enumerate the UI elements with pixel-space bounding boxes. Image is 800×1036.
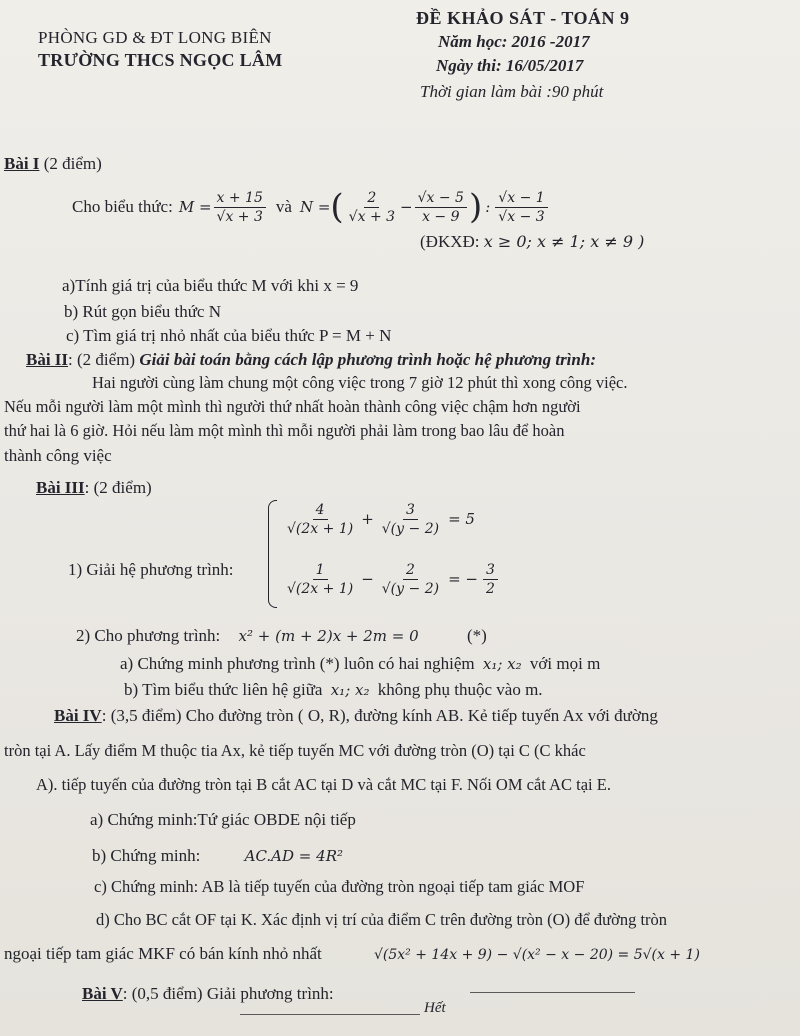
bai2-line-1: Hai người cùng làm chung một công việc trong 7 giờ 12 phút thì xong công việc. (92, 373, 628, 392)
bai5-line: Bài V: (0,5 điểm) Giải phương trình: (82, 984, 334, 1003)
exam-title: ĐỀ KHẢO SÁT - TOÁN 9 (416, 8, 630, 28)
system-equation-2: $\frac{1}{√(2x + 1)}$ − $\frac{2}{√(y - 2)}$ = − $\frac{3}{2}$ (282, 556, 500, 602)
m-fraction: $\frac{x + 15}{√x + 3}$ (214, 189, 266, 226)
bai2-heading-row (26, 350, 596, 370)
bai3-points: : (2 điểm) (84, 478, 152, 497)
system-equation-1: $\frac{4}{√(2x + 1)}$ + $\frac{3}{√(y - 2)}$ = 5 (287, 501, 475, 537)
n-fraction-3: $\frac{√x - 1}{√x - 3}$ (495, 189, 547, 226)
m-label: M = (178, 198, 212, 216)
domain-condition: (ĐKXĐ: x ≥ 0; x ≠ 1; x ≠ 9 ) (420, 232, 645, 251)
bai4-part-d-line-2: ngoại tiếp tam giác MKF có bán kính nhỏ nhất (4, 944, 322, 963)
bai4-part-b: b) Chứng minh: AC.AD = 4R² (92, 846, 343, 865)
n-label: N = (299, 198, 331, 216)
bai5-heading: Bài V (82, 984, 123, 1003)
bai4-line-1: Bài IV: (3,5 điểm) Cho đường tròn ( O, R), đường kính AB. Kẻ tiếp tuyến Ax với đường (54, 706, 658, 725)
department-name: PHÒNG GD & ĐT LONG BIÊN (38, 28, 272, 47)
exam-duration: Thời gian làm bài :90 phút (420, 82, 604, 101)
bai4-part-c: c) Chứng minh: AB là tiếp tuyến của đường tròn ngoại tiếp tam giác MOF (94, 877, 585, 896)
bai2-heading: Bài II (26, 350, 69, 369)
bai1-heading-row (4, 154, 102, 174)
bai4-heading: Bài IV (54, 706, 102, 725)
quadratic-equation: x² + (m + 2)x + 2m = 0 (238, 627, 419, 645)
end-marker: Hết (424, 1000, 446, 1016)
bai3-part-b: b) Tìm biểu thức liên hệ giữa x₁; x₂ không phụ thuộc vào m. (124, 680, 543, 699)
bai1-part-b: b) Rút gọn biểu thức N (64, 302, 222, 321)
bai1-part-c: c) Tìm giá trị nhỏ nhất của biểu thức P = M + N (66, 326, 392, 345)
bai2-instruction: Giải bài toán bằng cách lập phương trình hoặc hệ phương trình: (139, 350, 596, 369)
bai2-line-4: thành công việc (4, 446, 112, 465)
bai2-line-2: Nếu mỗi người làm một mình thì người thứ nhất hoàn thành công việc chậm hơn người (4, 397, 581, 416)
bai3-question-1: 1) Giải hệ phương trình: (68, 560, 234, 579)
bai2-line-3: thứ hai là 6 giờ. Hỏi nếu làm một mình thì mỗi người phải làm trong bao lâu để hoàn (4, 421, 565, 440)
bai1-heading: Bài I (4, 154, 40, 173)
bai3-heading: Bài III (36, 478, 85, 497)
bai4-line-2: tròn tại A. Lấy điểm M thuộc tia Ax, kẻ tiếp tuyến MC với đường tròn (O) tại C (C khác (4, 741, 586, 760)
bai2-points: : (2 điểm) (68, 350, 136, 369)
equation-star: (*) (466, 626, 487, 645)
system-brace (268, 500, 277, 608)
end-separator-left (240, 1014, 420, 1015)
school-name: TRƯỜNG THCS NGỌC LÂM (38, 50, 283, 70)
bai5-equation: √(5x² + 14x + 9) − √(x² − x − 20) = 5√(x + 1) (374, 947, 700, 963)
bai4-part-d-line-1: d) Cho BC cắt OF tại K. Xác định vị trí của điểm C trên đường tròn (O) để đường tròn (96, 910, 668, 929)
exam-date: Ngày thi: 16/05/2017 (436, 56, 584, 75)
bai1-intro: Cho biểu thức: (72, 197, 173, 216)
n-fraction-2: $\frac{√x - 5}{x - 9}$ (415, 189, 467, 226)
bai4-line-3: A). tiếp tuyến của đường tròn tại B cắt AC tại D và cắt MC tại F. Nối OM cắt AC tại E. (36, 775, 611, 794)
n-fraction-1: $\frac{2}{√x + 3}$ (348, 189, 396, 225)
bai1-points: (2 điểm) (39, 154, 102, 173)
bai4-part-a: a) Chứng minh:Tứ giác OBDE nội tiếp (90, 810, 356, 829)
bai1-expressions: Cho biểu thức: M = $\frac{x + 15}{√x + 3}$ và N = ( $\frac{2}{√x + 3}$ − $\frac{√x - 5}{x - 9}$ ) : $\frac{√x - 1}{√x - 3}$ (72, 184, 550, 230)
bai3-part-a: a) Chứng minh phương trình (*) luôn có hai nghiệm x₁; x₂ với mọi m (120, 654, 601, 673)
bai3-question-2: 2) Cho phương trình: x² + (m + 2)x + 2m = 0 (*) (76, 626, 487, 645)
bai4-b-formula: AC.AD = 4R² (244, 847, 343, 865)
and-word: và (275, 197, 292, 216)
end-separator-right (470, 992, 635, 993)
bai3-heading-row (36, 478, 152, 498)
bai1-part-a: a)Tính giá trị của biểu thức M với khi x = 9 (62, 276, 359, 295)
school-year: Năm học: 2016 -2017 (438, 32, 590, 51)
